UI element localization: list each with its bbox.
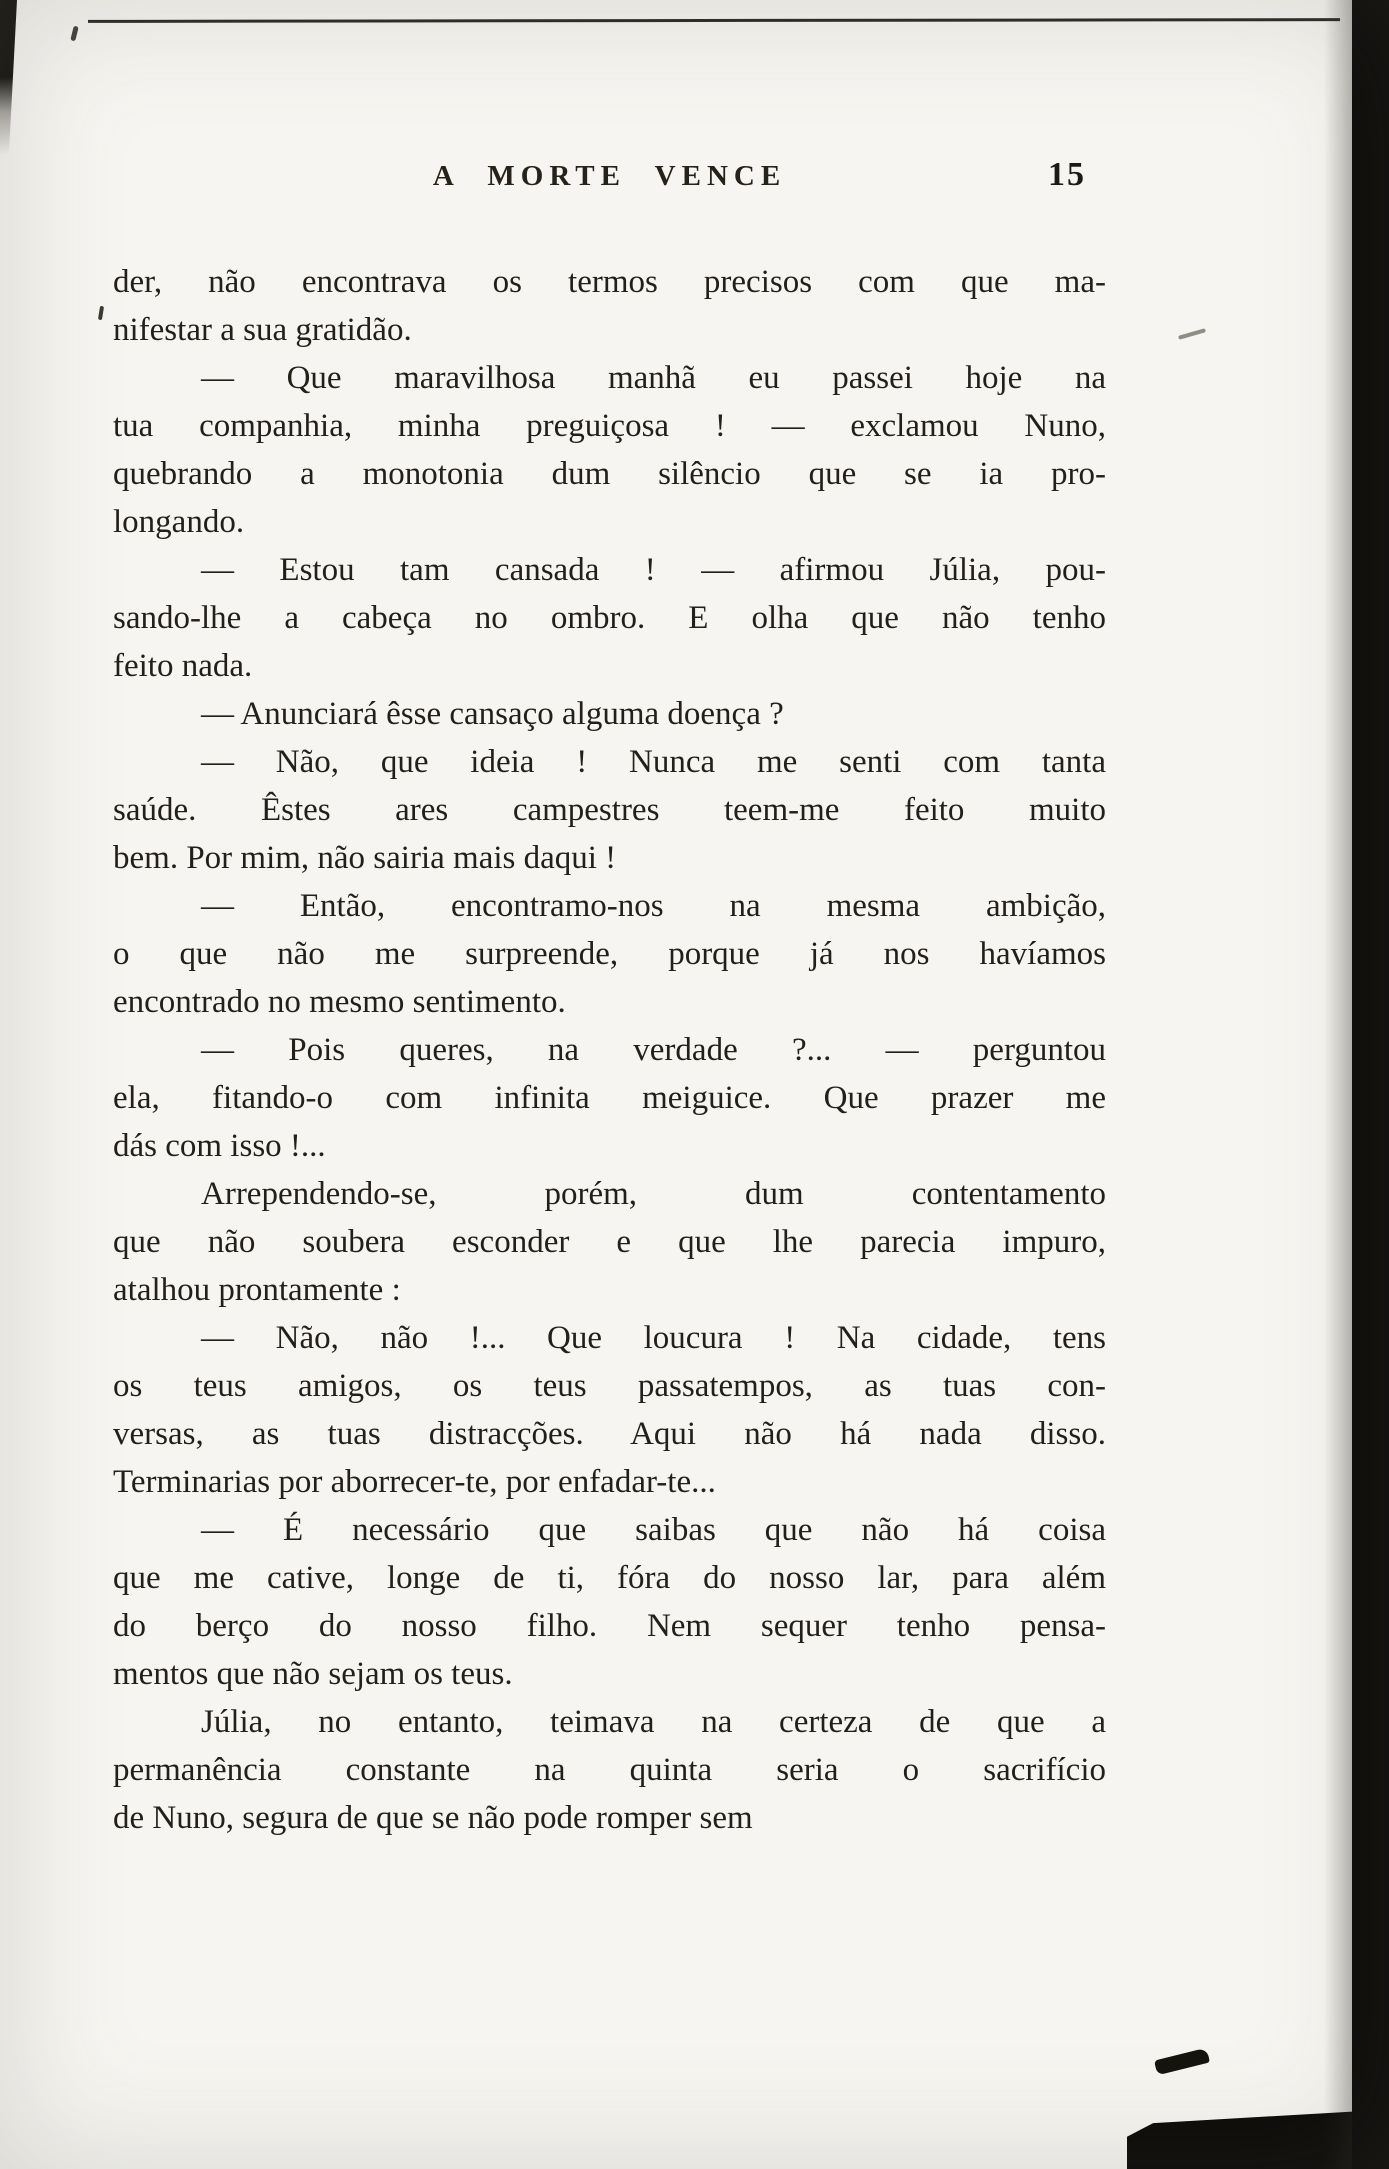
paragraph xyxy=(113,258,1106,354)
text-line: permanência constante na quinta seria o sacrifício xyxy=(113,1752,1106,1788)
text-line: encontrado no mesmo sentimento. xyxy=(113,984,566,1020)
paragraph xyxy=(113,1170,1106,1314)
text-line: bem. Por mim, não sairia mais daqui ! xyxy=(113,840,617,876)
text-line: mentos que não sejam os teus. xyxy=(113,1656,513,1692)
paragraph xyxy=(113,690,1106,738)
text-line: Júlia, no entanto, teimava na certeza de que a xyxy=(201,1704,1106,1740)
scan-shadow-right xyxy=(1324,0,1352,2169)
page-header xyxy=(113,156,1106,208)
text-line: de Nuno, segura de que se não pode romper sem xyxy=(113,1800,753,1836)
text-line: versas, as tuas distracções. Aqui não há nada disso. xyxy=(113,1416,1106,1452)
text-line: saúde. Êstes ares campestres teem-me feito muito xyxy=(113,792,1106,828)
text-line: dás com isso !... xyxy=(113,1128,326,1164)
text-line: — Anunciará êsse cansaço alguma doença ? xyxy=(201,696,784,732)
text-line: Arrependendo-se, porém, dum contentamento xyxy=(201,1176,1106,1212)
text-line: — Pois queres, na verdade ?... — perguntou xyxy=(201,1032,1106,1068)
torn-edge-mark xyxy=(0,0,17,155)
scan-strip-right xyxy=(1352,0,1389,2169)
text-line: der, não encontrava os termos precisos com que ma- xyxy=(113,264,1106,300)
paragraph xyxy=(113,1506,1106,1698)
page-number: 15 xyxy=(1048,156,1086,193)
print-artifact-apostrophe xyxy=(98,306,104,320)
margin-speck xyxy=(1178,328,1206,340)
scan-line-top xyxy=(88,18,1340,23)
paragraph xyxy=(113,1698,1106,1842)
paragraph xyxy=(113,1026,1106,1170)
text-line: — Que maravilhosa manhã eu passei hoje na xyxy=(201,360,1106,396)
text-line: — Não, não !... Que loucura ! Na cidade, tens xyxy=(201,1320,1106,1356)
text-line: — Não, que ideia ! Nunca me senti com tanta xyxy=(201,744,1106,780)
text-line: — Estou tam cansada ! — afirmou Júlia, pou- xyxy=(201,552,1106,588)
print-speck-top-left xyxy=(70,26,78,42)
text-line: tua companhia, minha preguiçosa ! — exclamou Nuno, xyxy=(113,408,1106,444)
text-line: ela, fitando-o com infinita meiguice. Que prazer me xyxy=(113,1080,1106,1116)
text-line: sando-lhe a cabeça no ombro. E olha que não tenho xyxy=(113,600,1106,636)
paragraph xyxy=(113,738,1106,882)
text-line: longando. xyxy=(113,504,245,540)
paragraph xyxy=(113,354,1106,546)
text-line: atalhou prontamente : xyxy=(113,1272,401,1308)
text-line: que não soubera esconder e que lhe parecia impuro, xyxy=(113,1224,1106,1260)
text-line: do berço do nosso filho. Nem sequer tenho pensa- xyxy=(113,1608,1106,1644)
paragraph xyxy=(113,1314,1106,1506)
text-line: nifestar a sua gratidão. xyxy=(113,312,412,348)
text-line: feito nada. xyxy=(113,648,253,684)
text-line: quebrando a monotonia dum silêncio que se ia pro- xyxy=(113,456,1106,492)
text-line: o que não me surpreende, porque já nos havíamos xyxy=(113,936,1106,972)
text-line: os teus amigos, os teus passatempos, as tuas con- xyxy=(113,1368,1106,1404)
paragraph xyxy=(113,546,1106,690)
paragraph xyxy=(113,882,1106,1026)
text-line: Terminarias por aborrecer-te, por enfadar-te... xyxy=(113,1464,716,1500)
text-line: que me cative, longe de ti, fóra do nosso lar, para além xyxy=(113,1560,1106,1596)
text-line: — Então, encontramo-nos na mesma ambição, xyxy=(201,888,1106,924)
text-block xyxy=(113,258,1106,1842)
text-line: — É necessário que saibas que não há coisa xyxy=(201,1512,1106,1548)
ink-mark-bottom xyxy=(1154,2048,1210,2076)
page-title: A MORTE VENCE xyxy=(432,160,787,192)
